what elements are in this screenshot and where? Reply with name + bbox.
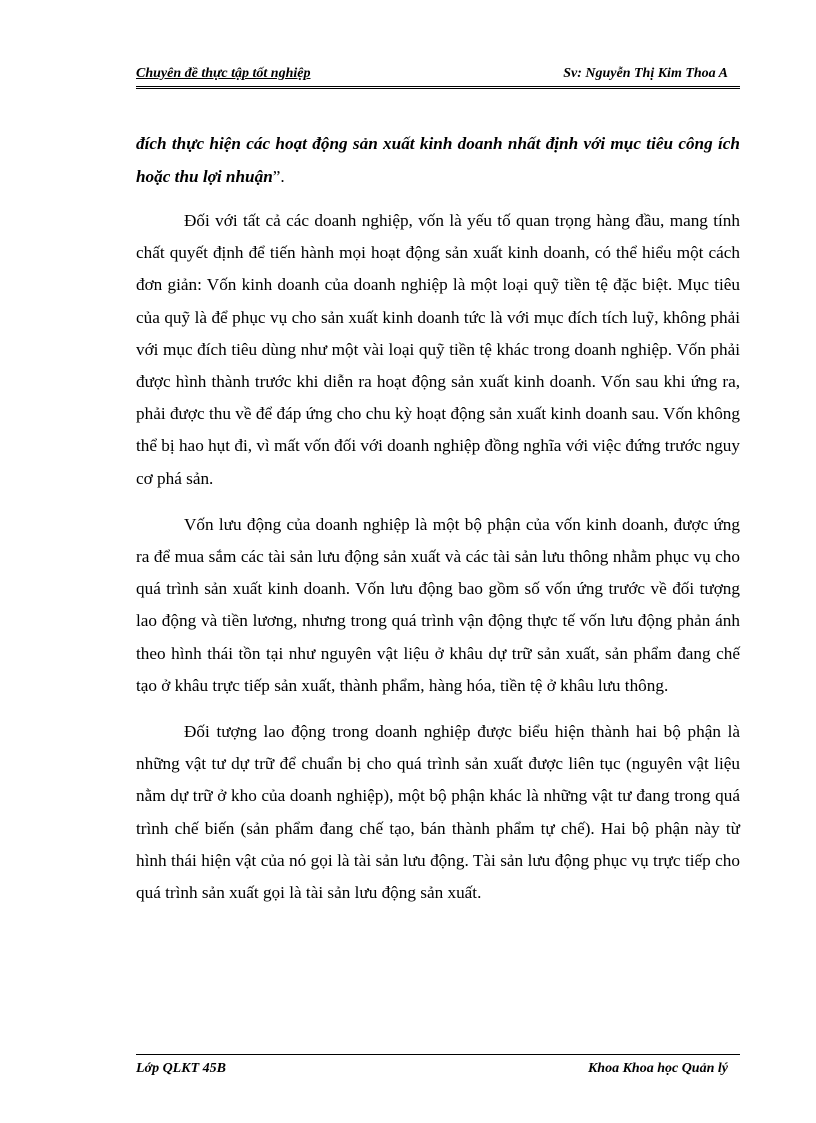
lead-paragraph: [136, 128, 740, 193]
lead-text: đích thực hiện các hoạt động sản xuất kinh doanh nhất định với mục tiêu công ích hoặc thu lợi nhuận: [136, 134, 740, 186]
paragraph-capital: Đối với tất cả các doanh nghiệp, vốn là yếu tố quan trọng hàng đầu, mang tính chất quyết định để tiến hành mọi hoạt động sản xuất kinh doanh, có thể hiểu một cách đơn giản: Vốn kinh doanh của doanh nghiệp là một loại quỹ tiền tệ đặc biệt. Mục tiêu của quỹ là để phục vụ cho sản xuất kinh doanh tức là với mục đích tích luỹ, không phải với mục đích tiêu dùng như một vài loại quỹ tiền tệ khác trong doanh nghiệp. Vốn phải được hình thành trước khi diễn ra hoạt động sản xuất kinh doanh. Vốn sau khi ứng ra, phải được thu về để đáp ứng cho chu kỳ hoạt động sản xuất kinh doanh sau. Vốn không thể bị hao hụt đi, vì mất vốn đối với doanh nghiệp đồng nghĩa với việc đứng trước nguy cơ phá sản.: [136, 211, 740, 488]
page-header: [136, 64, 740, 89]
faculty-name: Khoa Khoa học Quản lý: [587, 1061, 728, 1076]
lead-quote-end: ”.: [272, 166, 285, 186]
paragraph-working-capital: Vốn lưu động của doanh nghiệp là một bộ phận của vốn kinh doanh, được ứng ra để mua sắm các tài sản lưu động sản xuất và các tài sản lưu thông nhằm phục vụ cho quá trình sản xuất kinh doanh. Vốn lưu động bao gồm số vốn ứng trước về đối tượng lao động và tiền lương, nhưng trong quá trình vận động thực tế vốn lưu động phản ánh theo hình thái tồn tại như nguyên vật liệu ở khâu dự trữ sản xuất, sản phẩm đang chế tạo ở khâu trực tiếp sản xuất, thành phẩm, hàng hóa, tiền tệ ở khâu lưu thông.: [136, 514, 740, 695]
student-name: Sv: Nguyễn Thị Kim Thoa A: [563, 66, 728, 81]
class-name: Lớp QLKT 45B: [136, 1061, 226, 1076]
document-title: Chuyên đề thực tập tốt nghiệp: [136, 66, 311, 81]
page-footer: [136, 1054, 740, 1079]
paragraph-labor-objects: Đối tượng lao động trong doanh nghiệp được biểu hiện thành hai bộ phận là những vật tư dự trữ để chuẩn bị cho quá trình sản xuất được liên tục (nguyên vật liệu nằm dự trữ ở kho của doanh nghiệp), một bộ phận khác là những vật tư đang trong quá trình chế biến (sản phẩm đang chế tạo, bán thành phẩm tự chế). Hai bộ phận này từ hình thái hiện vật của nó gọi là tài sản lưu động. Tài sản lưu động phục vụ trực tiếp cho quá trình sản xuất gọi là tài sản lưu động sản xuất.: [136, 722, 740, 903]
document-body: [136, 128, 740, 923]
